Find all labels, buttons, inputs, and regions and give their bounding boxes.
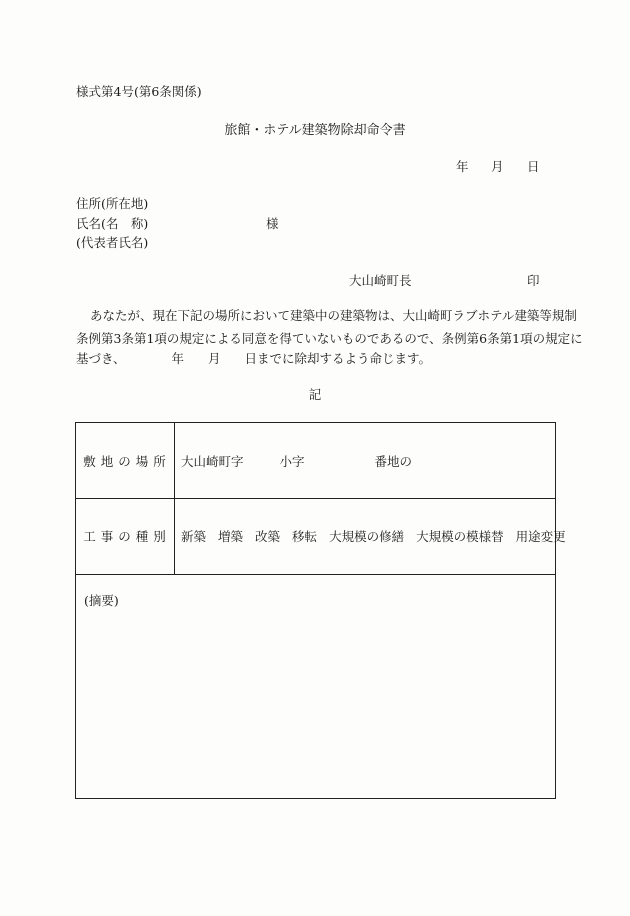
work-type-major-remodel: 大規模の模様替	[416, 529, 504, 544]
work-type-renovation: 改築	[255, 529, 281, 544]
body-line3-year: 年	[171, 351, 185, 366]
seal-mark: 印	[527, 273, 540, 288]
detail-table	[75, 422, 566, 799]
site-town: 大山崎町字	[181, 453, 244, 469]
date-month-label: 月	[491, 159, 504, 174]
document-title: 旅館・ホテル建築物除却命令書	[224, 123, 406, 138]
recipient-address-label: 住所(所在地)	[76, 196, 149, 211]
representative-name-label: (代表者氏名)	[76, 235, 149, 250]
honorific-sama: 様	[266, 216, 279, 231]
work-type-row	[76, 498, 566, 575]
site-location-row	[76, 423, 555, 499]
body-line3-prefix: 基づき、	[76, 351, 126, 366]
body-text-line-2: 条例第3条第1項の規定による同意を得ていないものであるので、条例第6条第1項の規定に	[76, 331, 583, 346]
body-line3-suffix: 日までに除却するよう命じます。	[244, 351, 432, 366]
site-location-label: 敷地の場所	[76, 423, 175, 498]
summary-label: (摘要)	[84, 593, 119, 608]
date-year-label: 年	[456, 159, 469, 174]
work-type-major-repair: 大規模の修繕	[329, 529, 405, 544]
site-location-value	[181, 423, 412, 498]
body-text-line-3	[76, 353, 431, 366]
work-type-use-change: 用途変更	[515, 529, 566, 544]
work-type-relocation: 移転	[292, 529, 318, 544]
date-day-label: 日	[527, 159, 540, 174]
work-type-new: 新築	[181, 529, 207, 544]
body-line3-month: 月	[208, 351, 221, 366]
site-banchi: 番地の	[374, 453, 413, 469]
issuer-name: 大山崎町長	[349, 273, 412, 288]
body-text-line-1: あなたが、現在下記の場所において建築中の建築物は、大山崎町ラブホテル建築等規制	[90, 308, 577, 323]
work-type-label: 工事の種別	[76, 498, 175, 574]
work-type-options	[181, 498, 566, 574]
recipient-name-label: 氏名(名 称)	[76, 216, 149, 231]
form-number: 様式第4号(第6条関係)	[76, 84, 202, 99]
ki-heading: 記	[308, 387, 322, 402]
site-koaza: 小字	[279, 453, 305, 469]
work-type-extension: 増築	[218, 529, 244, 544]
